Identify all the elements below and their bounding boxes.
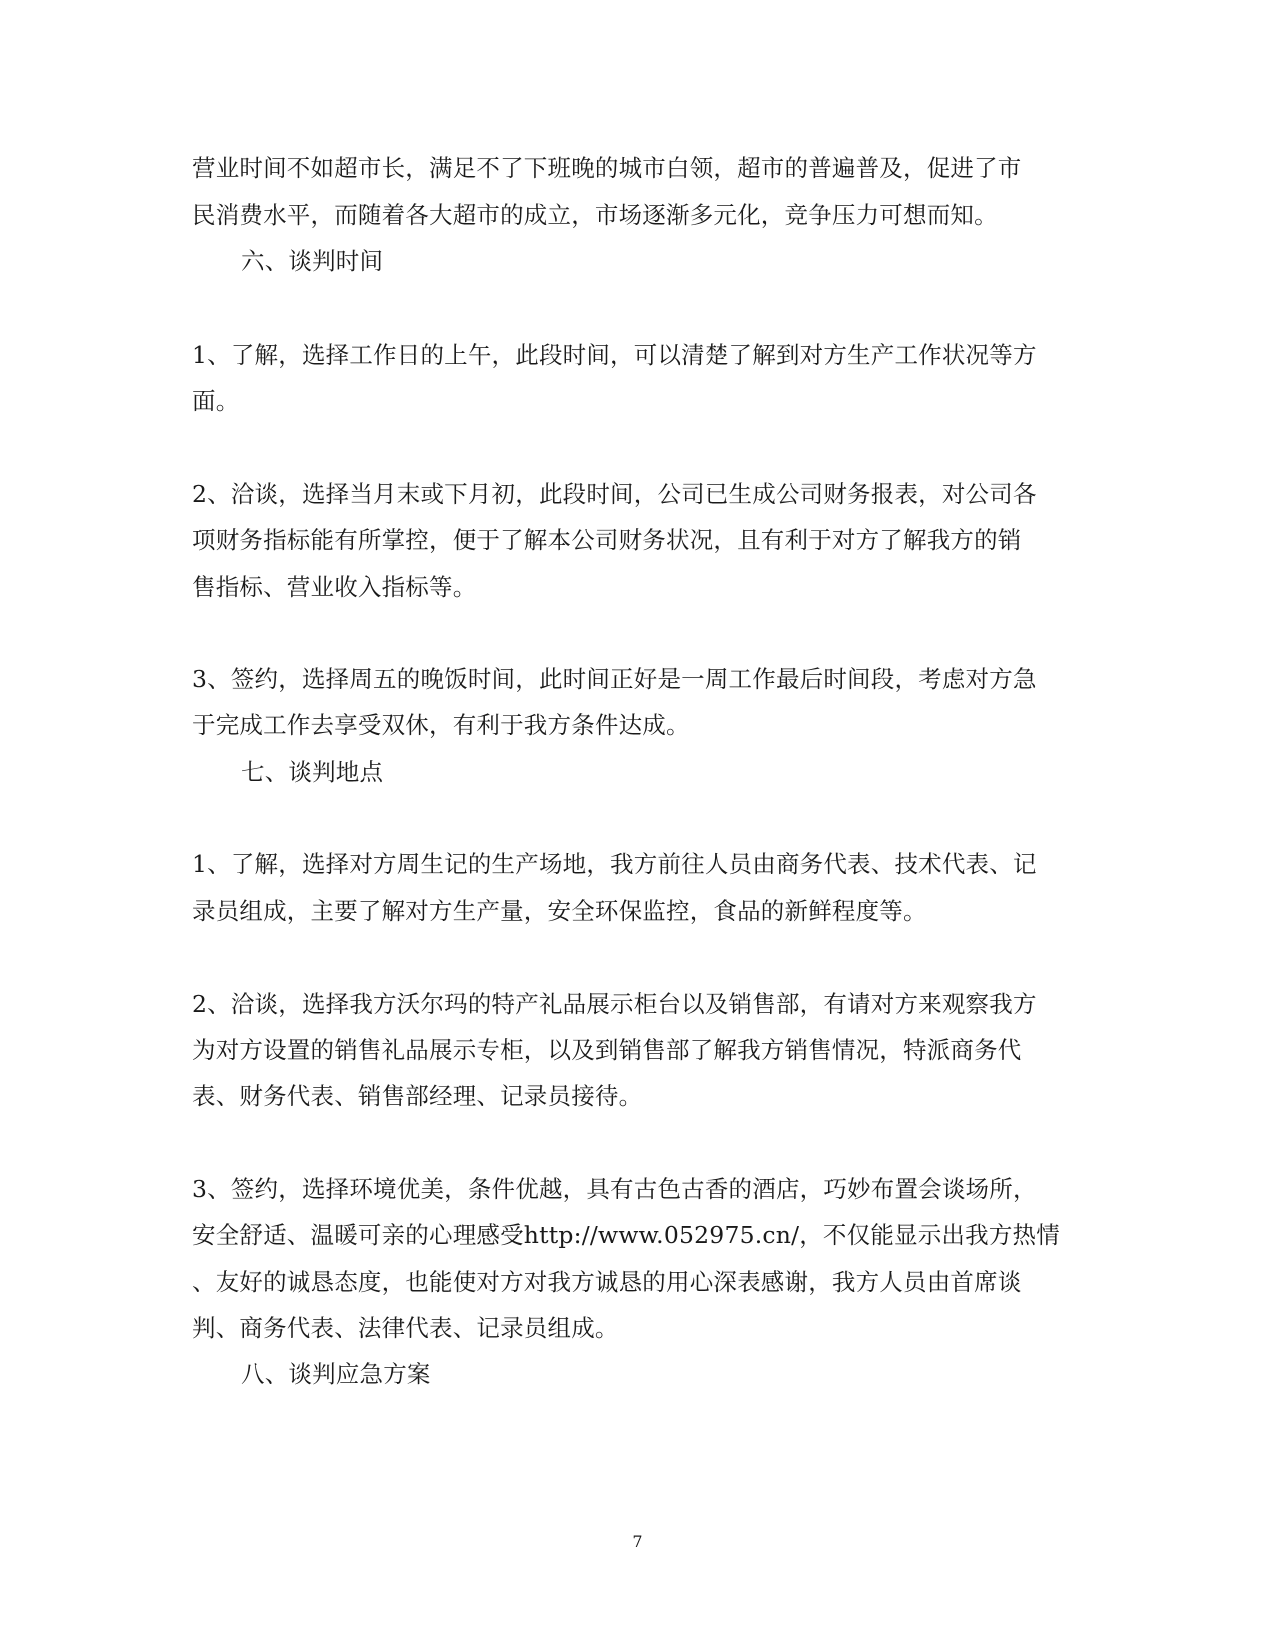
- body-text-line: 3、签约，选择环境优美，条件优越，具有古色古香的酒店，巧妙布置会谈场所，: [192, 1175, 1037, 1203]
- body-text-line-with-link: 安全舒适、温暖可亲的心理感受http://www.052975.cn/，不仅能显示出我方热情: [192, 1221, 1060, 1249]
- body-text-line: 营业时间不如超市长，满足不了下班晚的城市白领，超市的普遍普及，促进了市: [192, 154, 1022, 182]
- body-text-line: 录员组成，主要了解对方生产量，安全环保监控，食品的新鲜程度等。: [192, 897, 927, 925]
- body-text-line: 为对方设置的销售礼品展示专柜，以及到销售部了解我方销售情况，特派商务代: [192, 1036, 1022, 1064]
- section-heading-emergency-plan: 八、谈判应急方案: [241, 1360, 431, 1388]
- section-heading-negotiation-time: 六、谈判时间: [241, 247, 384, 275]
- page-number: 7: [632, 1532, 643, 1551]
- body-text-line: 项财务指标能有所掌控，便于了解本公司财务状况，且有利于对方了解我方的销: [192, 526, 1022, 554]
- body-text-line: 2、洽谈，选择我方沃尔玛的特产礼品展示柜台以及销售部，有请对方来观察我方: [192, 990, 1037, 1018]
- body-text-line: 1、了解，选择工作日的上午，此段时间，可以清楚了解到对方生产工作状况等方: [192, 341, 1037, 369]
- body-text-line: 面。: [192, 387, 240, 415]
- body-text-line: 1、了解，选择对方周生记的生产场地，我方前往人员由商务代表、技术代表、记: [192, 850, 1037, 878]
- section-heading-negotiation-location: 七、谈判地点: [241, 758, 384, 786]
- body-text-line: 表、财务代表、销售部经理、记录员接待。: [192, 1082, 643, 1110]
- body-text-line: 售指标、营业收入指标等。: [192, 573, 477, 601]
- body-text-line: 判、商务代表、法律代表、记录员组成。: [192, 1314, 619, 1342]
- body-text-line: 、友好的诚恳态度，也能使对方对我方诚恳的用心深表感谢，我方人员由首席谈: [192, 1268, 1022, 1296]
- body-text-line: 于完成工作去享受双休，有利于我方条件达成。: [192, 711, 690, 739]
- body-text-line: 民消费水平，而随着各大超市的成立，市场逐渐多元化，竞争压力可想而知。: [192, 201, 998, 229]
- body-text-line: 3、签约，选择周五的晚饭时间，此时间正好是一周工作最后时间段，考虑对方急: [192, 665, 1037, 693]
- body-text-line: 2、洽谈，选择当月末或下月初，此段时间，公司已生成公司财务报表，对公司各: [192, 480, 1037, 508]
